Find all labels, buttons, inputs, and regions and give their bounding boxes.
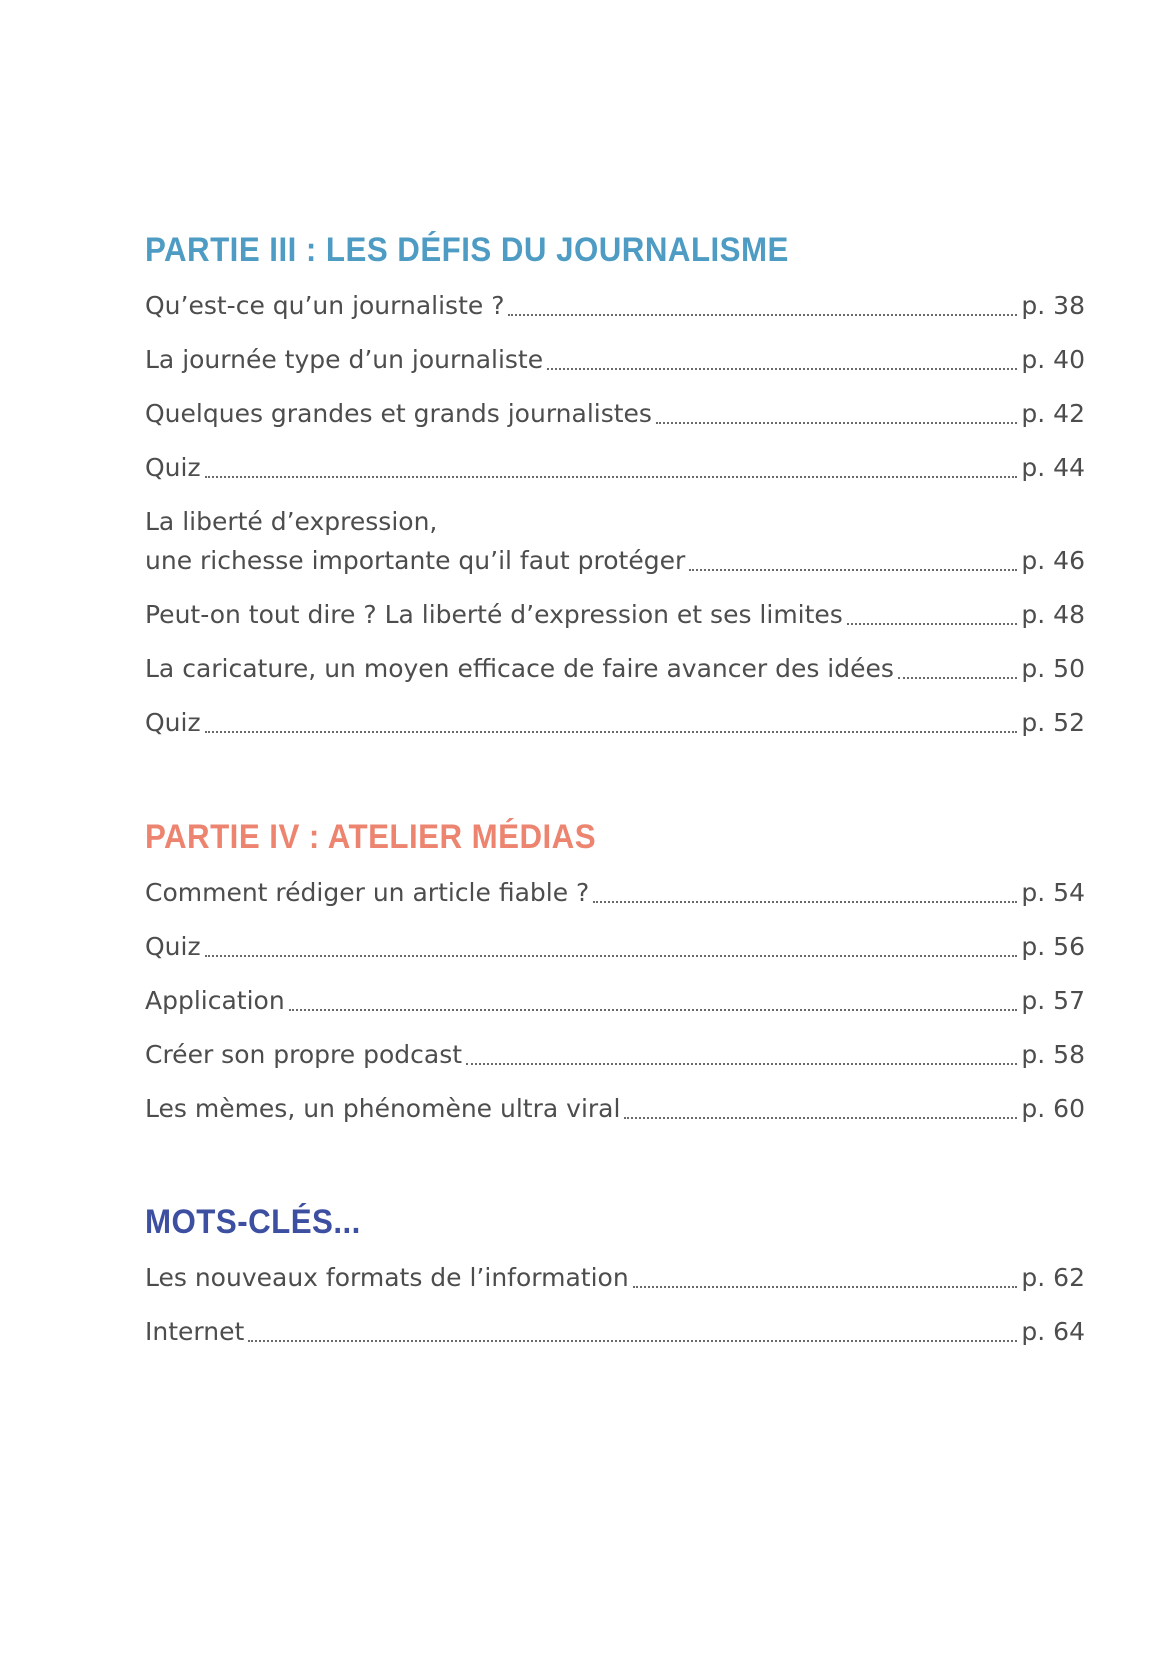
toc-entry[interactable] xyxy=(145,394,1085,433)
toc-entry-label: Créer son propre podcast xyxy=(145,1040,463,1069)
toc-entry-page: p. 54 xyxy=(1021,878,1085,907)
toc-entry[interactable] xyxy=(145,502,1085,580)
toc-entry-label: Qu’est-ce qu’un journaliste ? xyxy=(145,291,505,320)
toc-entry-page: p. 50 xyxy=(1021,654,1085,683)
toc-entry-page: p. 57 xyxy=(1021,986,1085,1015)
toc-entry[interactable] xyxy=(145,340,1085,379)
dot-leader xyxy=(205,955,1018,957)
toc-entry-page: p. 40 xyxy=(1021,345,1085,374)
toc-entry-page: p. 46 xyxy=(1021,546,1085,575)
toc-entry-page: p. 48 xyxy=(1021,600,1085,629)
dot-leader xyxy=(248,1340,1017,1342)
toc-section-partie-3 xyxy=(145,228,1085,757)
toc-entry-page: p. 60 xyxy=(1021,1094,1085,1123)
toc-entry-page: p. 64 xyxy=(1021,1317,1085,1346)
toc-entry[interactable] xyxy=(145,1258,1085,1297)
dot-leader xyxy=(847,623,1018,625)
toc-entry[interactable] xyxy=(145,927,1085,966)
toc-entry[interactable] xyxy=(145,1035,1085,1074)
toc-entry-page: p. 52 xyxy=(1021,708,1085,737)
section-title-mots-cles: MOTS-CLÉS... xyxy=(145,1203,361,1241)
toc-entry-label: Quelques grandes et grands journalistes xyxy=(145,399,652,428)
toc-entry[interactable] xyxy=(145,286,1085,325)
toc-entry-page: p. 62 xyxy=(1021,1263,1085,1292)
toc-entry-page: p. 56 xyxy=(1021,932,1085,961)
toc-entry-page: p. 44 xyxy=(1021,453,1085,482)
toc-entry-label: Les nouveaux formats de l’information xyxy=(145,1263,629,1292)
dot-leader xyxy=(898,677,1018,679)
dot-leader xyxy=(624,1117,1017,1119)
toc-entry-label: Quiz xyxy=(145,708,201,737)
toc-entry-label: La journée type d’un journaliste xyxy=(145,345,544,374)
toc-entry-label: Application xyxy=(145,986,285,1015)
toc-section-mots-cles xyxy=(145,1200,1085,1366)
toc-entry-page: p. 58 xyxy=(1021,1040,1085,1069)
toc-entry[interactable] xyxy=(145,649,1085,688)
toc-entry[interactable] xyxy=(145,1089,1085,1128)
toc-entry-label: Peut-on tout dire ? La liberté d’expression et ses limites xyxy=(145,600,843,629)
dot-leader xyxy=(508,314,1017,316)
toc-entry-label: Comment rédiger un article fiable ? xyxy=(145,878,590,907)
section-title-partie-3: PARTIE III : LES DÉFIS DU JOURNALISME xyxy=(145,231,789,269)
toc-entry[interactable] xyxy=(145,873,1085,912)
toc-section-partie-4 xyxy=(145,815,1085,1143)
toc-entry-label: Quiz xyxy=(145,453,201,482)
toc-entry[interactable] xyxy=(145,703,1085,742)
toc-entry-label: La caricature, un moyen efficace de faire avancer des idées xyxy=(145,654,894,683)
toc-entry[interactable] xyxy=(145,1312,1085,1351)
toc-entry-label: Les mèmes, un phénomène ultra viral xyxy=(145,1094,621,1123)
toc-entry-page: p. 38 xyxy=(1021,291,1085,320)
dot-leader xyxy=(633,1286,1018,1288)
dot-leader xyxy=(593,901,1017,903)
dot-leader xyxy=(205,731,1018,733)
toc-entry-page: p. 42 xyxy=(1021,399,1085,428)
dot-leader xyxy=(205,476,1018,478)
dot-leader xyxy=(466,1063,1017,1065)
toc-entry-label: La liberté d’expression, une richesse importante qu’il faut protéger xyxy=(145,507,686,575)
dot-leader xyxy=(689,569,1017,571)
dot-leader xyxy=(289,1009,1018,1011)
section-title-partie-4: PARTIE IV : ATELIER MÉDIAS xyxy=(145,818,597,856)
dot-leader xyxy=(547,368,1017,370)
toc-entry-label: Quiz xyxy=(145,932,201,961)
toc-entry[interactable] xyxy=(145,981,1085,1020)
toc-entry-label: Internet xyxy=(145,1317,245,1346)
dot-leader xyxy=(656,422,1017,424)
toc-entry[interactable] xyxy=(145,448,1085,487)
toc-entry[interactable] xyxy=(145,595,1085,634)
